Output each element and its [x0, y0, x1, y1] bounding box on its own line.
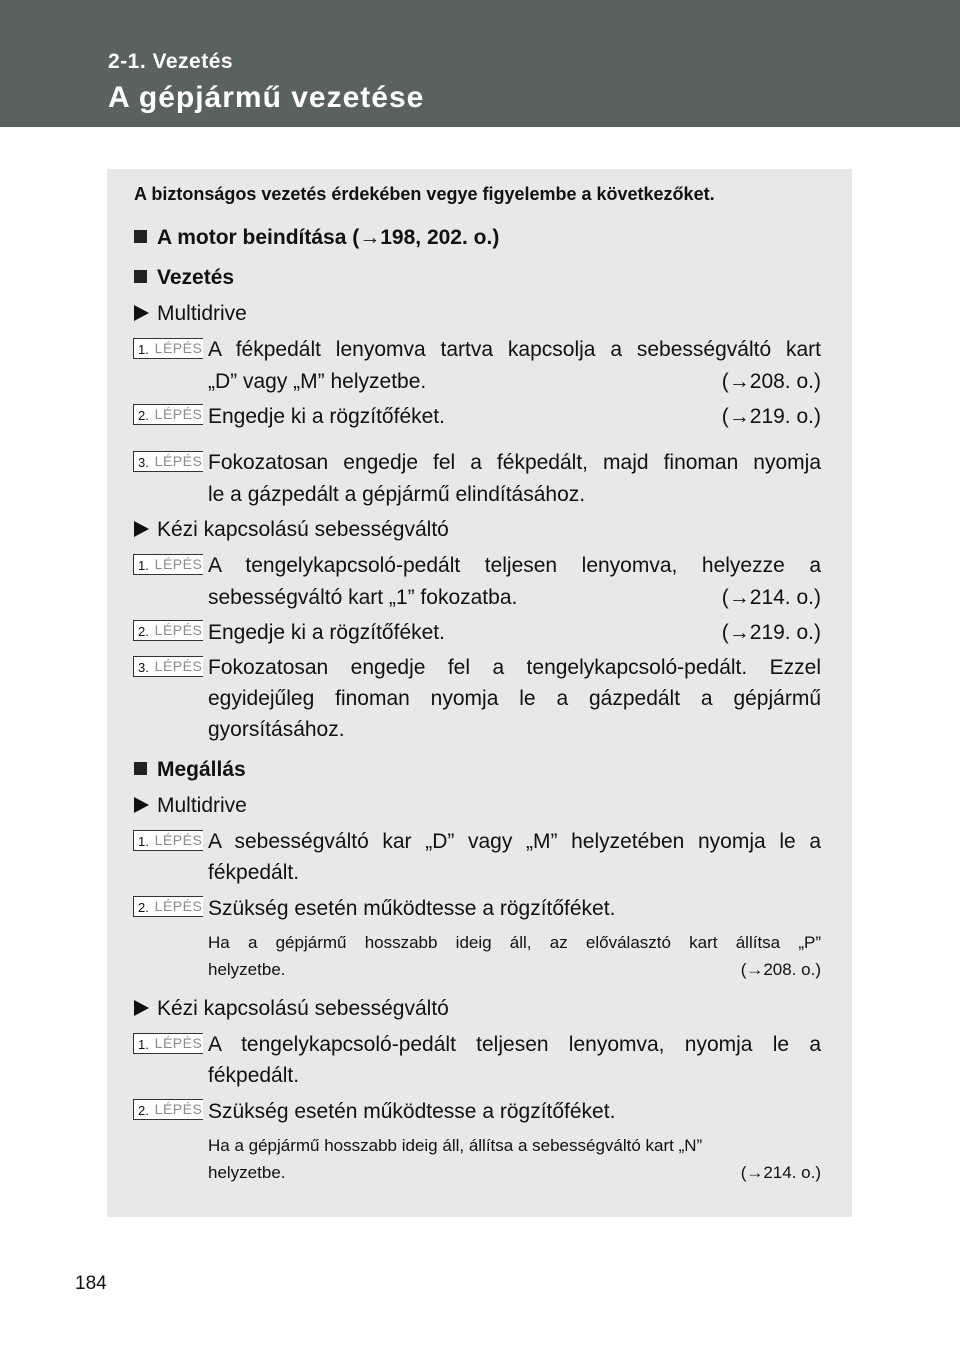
step-text: Engedje ki a rögzítőféket.	[208, 621, 445, 644]
step-label: LÉPÉS	[154, 898, 203, 914]
step-label: LÉPÉS	[154, 832, 203, 848]
step-badge-1	[133, 830, 203, 851]
step-text: A fékpedált lenyomva tartva kapcsolja a sebességváltó kart	[208, 338, 821, 361]
intro-text: A biztonságos vezetés érdekében vegye figyelembe a következőket.	[134, 184, 715, 204]
step-text: sebességváltó kart „1” fokozatba.	[208, 586, 518, 609]
step-text: A sebességváltó kar „D” vagy „M” helyzetében nyomja le a	[208, 830, 821, 853]
step-number: 2.	[138, 900, 149, 915]
triangle-bullet-icon	[134, 521, 149, 537]
step-label: LÉPÉS	[154, 622, 203, 638]
step-number: 2.	[138, 1103, 149, 1118]
note-text: Ha a gépjármű hosszabb ideig áll, az előválasztó kart állítsa „P”	[208, 933, 821, 952]
heading-engine-start-text: A motor beindítása (→198, 202. o.)	[157, 226, 500, 249]
square-bullet-icon	[134, 230, 147, 243]
step-badge-3	[133, 656, 203, 677]
step-number: 1.	[138, 834, 149, 849]
square-bullet-icon	[134, 270, 147, 283]
page-title: A gépjármű vezetése	[108, 81, 425, 114]
section-label: 2-1. Vezetés	[108, 50, 234, 73]
step-label: LÉPÉS	[154, 453, 203, 469]
subheading-text: Kézi kapcsolású sebességváltó	[157, 518, 449, 541]
step-label: LÉPÉS	[154, 658, 203, 674]
step-number: 1.	[138, 558, 149, 573]
heading-stopping-text: Megállás	[157, 758, 246, 781]
note-text: Ha a gépjármű hosszabb ideig áll, állítsa a sebességváltó kart „N”	[208, 1136, 703, 1155]
subheading-driving-manual	[134, 518, 449, 542]
step-text: Szükség esetén működtesse a rögzítőféket.	[208, 897, 616, 920]
step-text: A tengelykapcsoló-pedált teljesen lenyomva, nyomja le a	[208, 1033, 821, 1056]
subheading-stopping-multidrive	[134, 794, 247, 818]
step-number: 1.	[138, 1037, 149, 1052]
step-label: LÉPÉS	[154, 1101, 203, 1117]
step-label: LÉPÉS	[154, 1035, 203, 1051]
step-number: 2.	[138, 624, 149, 639]
subheading-text: Kézi kapcsolású sebességváltó	[157, 997, 449, 1020]
triangle-bullet-icon	[134, 305, 149, 321]
step-badge-2	[133, 896, 203, 917]
page-reference: (→219. o.)	[721, 405, 821, 428]
step-text: Fokozatosan engedje fel a tengelykapcsoló-pedált. Ezzel	[208, 656, 821, 679]
step-text: fékpedált.	[208, 861, 300, 884]
step-text: egyidejűleg finoman nyomja le a gázpedált a gépjármű	[208, 687, 821, 710]
subheading-driving-multidrive	[134, 302, 247, 326]
triangle-bullet-icon	[134, 797, 149, 813]
note-text: helyzetbe.	[208, 1163, 286, 1182]
page-reference: (→208. o.)	[721, 370, 821, 393]
step-badge-1	[133, 338, 203, 359]
step-badge-1	[133, 1033, 203, 1054]
heading-driving	[134, 266, 234, 290]
page-reference: (→219. o.)	[721, 621, 821, 644]
heading-engine-start	[134, 226, 499, 250]
subheading-stopping-manual	[134, 997, 449, 1021]
chapter-header	[0, 0, 960, 127]
step-number: 2.	[138, 408, 149, 423]
step-badge-3	[133, 451, 203, 472]
step-text: gyorsításához.	[208, 718, 345, 741]
subheading-text: Multidrive	[157, 794, 247, 817]
step-text: Engedje ki a rögzítőféket.	[208, 405, 445, 428]
step-text: Fokozatosan engedje fel a fékpedált, majd finoman nyomja	[208, 451, 821, 474]
step-text: fékpedált.	[208, 1064, 300, 1087]
step-number: 3.	[138, 455, 149, 470]
step-badge-2	[133, 404, 203, 425]
page-reference: (→214. o.)	[740, 1163, 821, 1182]
step-badge-1	[133, 554, 203, 575]
step-text: Szükség esetén működtesse a rögzítőféket.	[208, 1100, 616, 1123]
step-number: 1.	[138, 342, 149, 357]
step-badge-2	[133, 620, 203, 641]
step-label: LÉPÉS	[154, 556, 203, 572]
step-label: LÉPÉS	[154, 340, 203, 356]
triangle-bullet-icon	[134, 1000, 149, 1016]
note-text: helyzetbe.	[208, 960, 286, 979]
step-number: 3.	[138, 660, 149, 675]
step-badge-2	[133, 1099, 203, 1120]
step-text: le a gázpedált a gépjármű elindításához.	[208, 483, 586, 506]
subheading-text: Multidrive	[157, 302, 247, 325]
square-bullet-icon	[134, 762, 147, 775]
heading-driving-text: Vezetés	[157, 266, 235, 289]
heading-stopping	[134, 758, 246, 782]
page-reference: (→214. o.)	[721, 586, 821, 609]
page-reference: (→208. o.)	[740, 960, 821, 979]
page-number: 184	[75, 1273, 107, 1294]
step-text: A tengelykapcsoló-pedált teljesen lenyomva, helyezze a	[208, 554, 821, 577]
step-label: LÉPÉS	[154, 406, 203, 422]
step-text: „D” vagy „M” helyzetbe.	[208, 370, 427, 393]
